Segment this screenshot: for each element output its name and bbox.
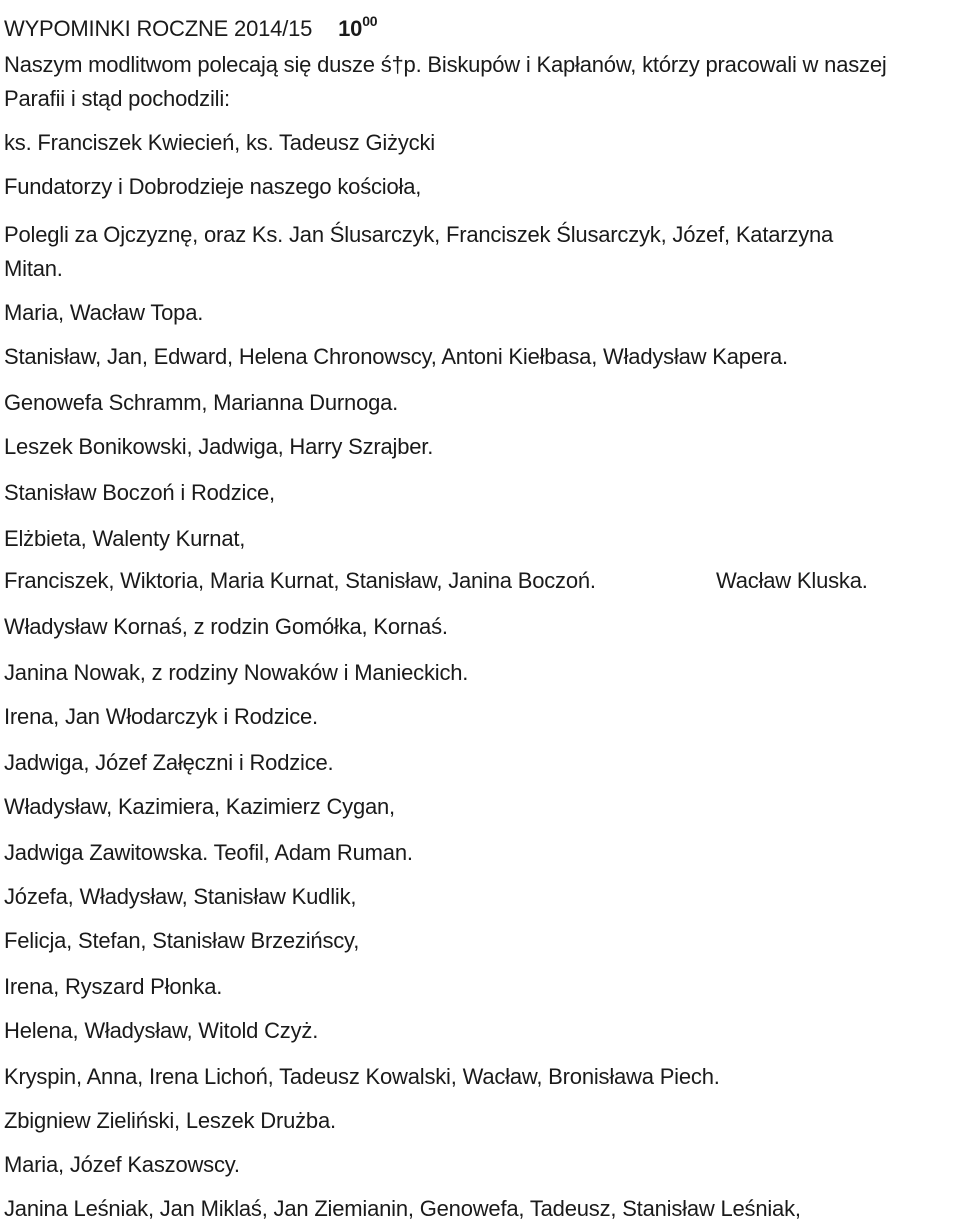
list-item: Irena, Ryszard Płonka.: [4, 974, 223, 999]
list-item: Genowefa Schramm, Marianna Durnoga.: [4, 390, 399, 415]
list-item-text: Franciszek, Wiktoria, Maria Kurnat, Stanisław, Janina Boczoń.: [4, 568, 596, 593]
list-item: Polegli za Ojczyznę, oraz Ks. Jan Ślusarczyk, Franciszek Ślusarczyk, Józef, Katarzyna: [4, 222, 834, 247]
list-item: Władysław, Kazimiera, Kazimierz Cygan,: [4, 794, 395, 819]
page-title: WYPOMINKI ROCZNE 2014/15: [4, 16, 313, 41]
list-item: Elżbieta, Walenty Kurnat,: [4, 526, 246, 551]
list-item: Fundatorzy i Dobrodzieje naszego kościoła,: [4, 174, 422, 199]
list-item: Władysław Kornaś, z rodzin Gomółka, Kornaś.: [4, 614, 448, 639]
list-item: Jadwiga Zawitowska. Teofil, Adam Ruman.: [4, 840, 413, 865]
intro-line-2: Parafii i stąd pochodzili:: [4, 86, 230, 111]
service-time-minutes: 00: [362, 13, 378, 29]
list-item: Mitan.: [4, 256, 63, 281]
list-item-right-column: Wacław Kluska.: [716, 568, 868, 593]
list-item: Felicja, Stefan, Stanisław Brzezińscy,: [4, 928, 360, 953]
list-item: Leszek Bonikowski, Jadwiga, Harry Szrajber.: [4, 434, 434, 459]
list-item: Irena, Jan Włodarczyk i Rodzice.: [4, 704, 318, 729]
list-item: Zbigniew Zieliński, Leszek Drużba.: [4, 1108, 336, 1133]
list-item: Kryspin, Anna, Irena Lichoń, Tadeusz Kowalski, Wacław, Bronisława Piech.: [4, 1064, 720, 1089]
list-item: ks. Franciszek Kwiecień, ks. Tadeusz Giżycki: [4, 130, 435, 155]
service-time-hour: 10: [338, 16, 363, 41]
list-item: [4, 568, 596, 594]
list-item: Janina Leśniak, Jan Miklaś, Jan Ziemianin, Genowefa, Tadeusz, Stanisław Leśniak,: [4, 1196, 801, 1221]
list-item: Józefa, Władysław, Stanisław Kudlik,: [4, 884, 357, 909]
list-item: Stanisław, Jan, Edward, Helena Chronowscy, Antoni Kiełbasa, Władysław Kapera.: [4, 344, 788, 369]
list-item: Maria, Wacław Topa.: [4, 300, 204, 325]
list-item: Maria, Józef Kaszowscy.: [4, 1152, 240, 1177]
document-header: [4, 8, 377, 42]
list-item: Janina Nowak, z rodziny Nowaków i Manieckich.: [4, 660, 469, 685]
list-item: Stanisław Boczoń i Rodzice,: [4, 480, 275, 505]
list-item: Jadwiga, Józef Załęczni i Rodzice.: [4, 750, 334, 775]
list-item: Helena, Władysław, Witold Czyż.: [4, 1018, 319, 1043]
intro-line-1: Naszym modlitwom polecają się dusze ś†p. Biskupów i Kapłanów, którzy pracowali w naszej: [4, 52, 887, 77]
